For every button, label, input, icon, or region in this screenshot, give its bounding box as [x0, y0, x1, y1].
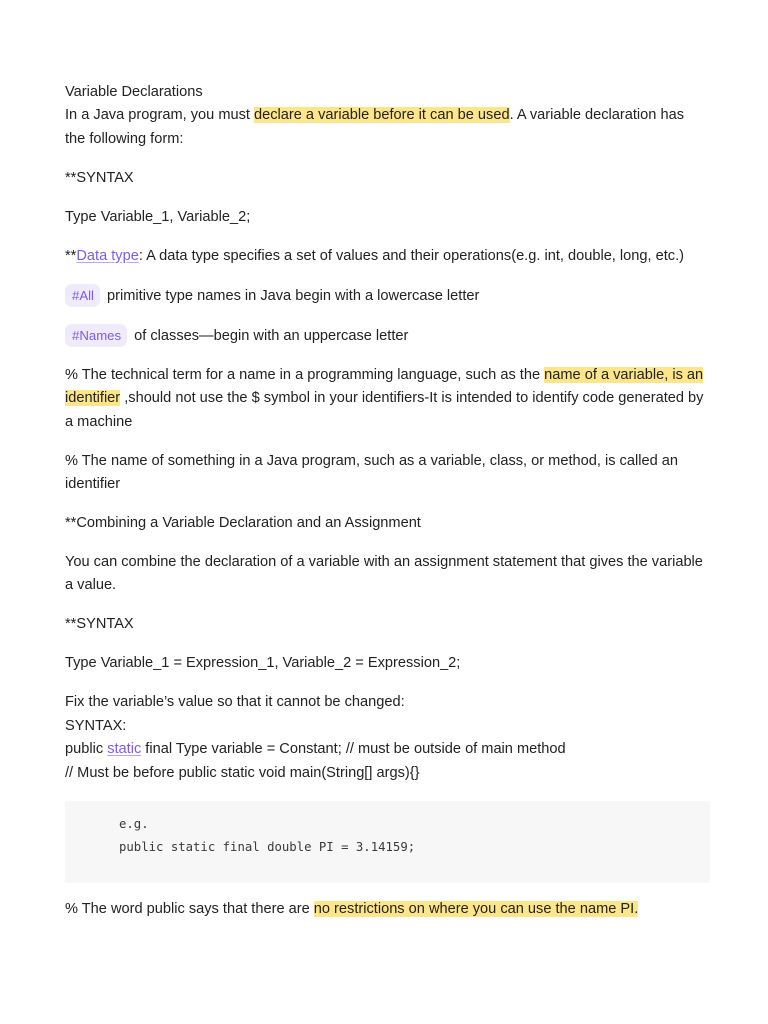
code-line-2: public static final double PI = 3.14159; — [119, 839, 416, 854]
constant-paragraph — [65, 691, 707, 785]
constant-line-2: SYNTAX: — [65, 717, 127, 734]
combining-paragraph: You can combine the declaration of a variable with an assignment statement that gives the variable a value. — [65, 554, 703, 594]
tag-all-paragraph — [65, 284, 707, 308]
identifier-text-after: ,should not use the $ symbol in your identifiers-It is intended to identify code generated by a machine — [65, 390, 704, 430]
document-content — [65, 81, 707, 937]
tag-all[interactable]: #All — [65, 284, 100, 307]
syntax-heading: **SYNTAX — [65, 169, 134, 186]
public-note-before: % The word public says that there are — [65, 901, 314, 918]
code-line-1: e.g. — [119, 816, 149, 831]
intro-paragraph — [65, 104, 707, 151]
constant-line-3-before: public — [65, 741, 108, 758]
intro-text-after: . A variable declaration has the following form: — [65, 107, 684, 147]
constant-line-1: Fix the variable’s value so that it cannot be changed: — [65, 694, 405, 711]
tag-names[interactable]: #Names — [65, 324, 127, 347]
identifier-paragraph — [65, 364, 707, 434]
tag-names-text: of classes—begin with an uppercase letter — [130, 327, 409, 344]
public-note-paragraph — [65, 898, 707, 921]
tag-names-paragraph — [65, 324, 707, 348]
syntax-assignment: Type Variable_1 = Expression_1, Variable_2 = Expression_2; — [65, 655, 461, 672]
static-link[interactable]: static — [107, 741, 142, 758]
syntax-declaration: Type Variable_1, Variable_2; — [65, 208, 251, 225]
data-type-prefix: ** — [65, 247, 77, 264]
intro-highlight: declare a variable before it can be used — [254, 107, 510, 124]
constant-line-4: // Must be before public static void main(String[] args){} — [65, 764, 420, 781]
data-type-link[interactable]: Data type — [76, 247, 139, 264]
syntax-heading-2: **SYNTAX — [65, 616, 134, 633]
tag-all-text: primitive type names in Java begin with a lowercase letter — [103, 287, 480, 304]
constant-line-3-after: final Type variable = Constant; // must be outside of main method — [141, 741, 566, 758]
identifier-paragraph-2: % The name of something in a Java program, such as a variable, class, or method, is called an identifier — [65, 452, 678, 493]
code-block — [65, 801, 710, 883]
data-type-paragraph — [65, 245, 707, 268]
intro-text-before: In a Java program, you must — [65, 107, 254, 124]
data-type-text: : A data type specifies a set of values and their operations(e.g. int, double, long, etc.) — [138, 247, 684, 264]
identifier-text-before: % The technical term for a name in a programming language, such as the — [65, 366, 545, 383]
combining-heading: **Combining a Variable Declaration and an Assignment — [65, 515, 421, 532]
identifier-highlight: name of a variable, is an identifier — [65, 366, 704, 407]
section-title: Variable Declarations — [65, 84, 203, 100]
public-note-highlight: no restrictions on where you can use the name PI. — [313, 901, 639, 918]
